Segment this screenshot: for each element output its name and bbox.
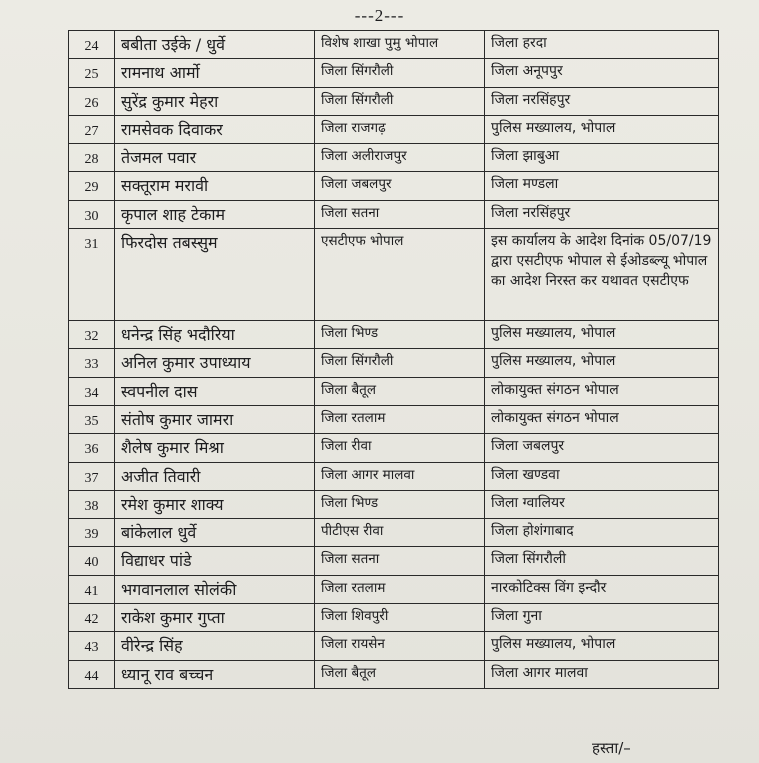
serial-number: 34 (69, 377, 115, 405)
table-row (69, 377, 719, 405)
table-row (69, 115, 719, 143)
table-row (69, 349, 719, 377)
posted-from: जिला राजगढ़ (315, 115, 485, 143)
officer-name: सक्तूराम मरावी (115, 172, 315, 200)
officer-name: रामसेवक दिवाकर (115, 115, 315, 143)
officer-name: कृपाल शाह टेकाम (115, 200, 315, 228)
posted-from: जिला रायसेन (315, 632, 485, 660)
posted-from: जिला बैतूल (315, 660, 485, 688)
table-row (69, 87, 719, 115)
serial-number: 37 (69, 462, 115, 490)
officer-name: फिरदोस तबस्सुम (115, 229, 315, 321)
table-row (69, 575, 719, 603)
officer-name: रामनाथ आर्मो (115, 59, 315, 87)
table-row (69, 200, 719, 228)
posted-from: एसटीएफ भोपाल (315, 229, 485, 321)
table-row (69, 59, 719, 87)
continued-note: हस्ता/– (592, 739, 631, 757)
table-row (69, 434, 719, 462)
posted-from: जिला सिंगरौली (315, 349, 485, 377)
officer-name: शैलेष कुमार मिश्रा (115, 434, 315, 462)
posted-from: जिला रीवा (315, 434, 485, 462)
table-row (69, 490, 719, 518)
officer-name: वीरेन्द्र सिंह (115, 632, 315, 660)
posted-to: जिला अनूपपुर (485, 59, 719, 87)
table-row (69, 172, 719, 200)
officer-name: राकेश कुमार गुप्ता (115, 604, 315, 632)
serial-number: 32 (69, 321, 115, 349)
serial-number: 28 (69, 144, 115, 172)
posted-to: लोकायुक्त संगठन भोपाल (485, 405, 719, 433)
serial-number: 38 (69, 490, 115, 518)
posted-to: जिला होशंगाबाद (485, 519, 719, 547)
posted-to: जिला नरसिंहपुर (485, 200, 719, 228)
posted-to: जिला जबलपुर (485, 434, 719, 462)
posted-to: इस कार्यालय के आदेश दिनांक 05/07/19 द्वारा एसटीएफ भोपाल से ईओडब्ल्यू भोपाल का आदेश निरस्त कर यथावत एसटीएफ (485, 229, 719, 321)
posted-from: जिला सिंगरौली (315, 87, 485, 115)
posted-to: जिला मण्डला (485, 172, 719, 200)
table-row (69, 31, 719, 59)
posted-to: जिला आगर मालवा (485, 660, 719, 688)
posted-from: जिला शिवपुरी (315, 604, 485, 632)
officer-name: संतोष कुमार जामरा (115, 405, 315, 433)
serial-number: 41 (69, 575, 115, 603)
officer-name: बबीता उईके / धुर्वे (115, 31, 315, 59)
transfer-table-body (69, 31, 719, 689)
posted-to: लोकायुक्त संगठन भोपाल (485, 377, 719, 405)
posted-to: पुलिस मख्यालय, भोपाल (485, 632, 719, 660)
table-row (69, 229, 719, 321)
officer-name: विद्याधर पांडे (115, 547, 315, 575)
page-number: ---2--- (354, 6, 405, 25)
serial-number: 36 (69, 434, 115, 462)
table-row (69, 660, 719, 688)
table-row (69, 547, 719, 575)
table-row (69, 144, 719, 172)
posted-from: पीटीएस रीवा (315, 519, 485, 547)
posted-to: जिला नरसिंहपुर (485, 87, 719, 115)
serial-number: 43 (69, 632, 115, 660)
serial-number: 25 (69, 59, 115, 87)
posted-from: विशेष शाखा पुमु भोपाल (315, 31, 485, 59)
table-row (69, 604, 719, 632)
officer-name: तेजमल पवार (115, 144, 315, 172)
table-row (69, 321, 719, 349)
officer-name: अजीत तिवारी (115, 462, 315, 490)
table-row (69, 462, 719, 490)
serial-number: 35 (69, 405, 115, 433)
posted-from: जिला सिंगरौली (315, 59, 485, 87)
officer-name: ध्यानू राव बच्चन (115, 660, 315, 688)
posted-to: जिला झाबुआ (485, 144, 719, 172)
posted-from: जिला जबलपुर (315, 172, 485, 200)
officer-name: धनेन्द्र सिंह भदौरिया (115, 321, 315, 349)
posted-to: पुलिस मख्यालय, भोपाल (485, 115, 719, 143)
posted-to: पुलिस मख्यालय, भोपाल (485, 349, 719, 377)
posted-to: जिला सिंगरौली (485, 547, 719, 575)
posted-to: नारकोटिक्स विंग इन्दौर (485, 575, 719, 603)
posted-from: जिला आगर मालवा (315, 462, 485, 490)
transfer-table (68, 30, 719, 689)
officer-name: रमेश कुमार शाक्य (115, 490, 315, 518)
posted-from: जिला भिण्ड (315, 490, 485, 518)
posted-to: जिला ग्वालियर (485, 490, 719, 518)
serial-number: 40 (69, 547, 115, 575)
serial-number: 27 (69, 115, 115, 143)
posted-from: जिला रतलाम (315, 575, 485, 603)
serial-number: 44 (69, 660, 115, 688)
posted-from: जिला सतना (315, 547, 485, 575)
serial-number: 33 (69, 349, 115, 377)
table-row (69, 405, 719, 433)
posted-from: जिला रतलाम (315, 405, 485, 433)
officer-name: स्वपनील दास (115, 377, 315, 405)
serial-number: 30 (69, 200, 115, 228)
posted-from: जिला भिण्ड (315, 321, 485, 349)
table-row (69, 519, 719, 547)
serial-number: 31 (69, 229, 115, 321)
posted-to: जिला हरदा (485, 31, 719, 59)
serial-number: 42 (69, 604, 115, 632)
serial-number: 29 (69, 172, 115, 200)
serial-number: 39 (69, 519, 115, 547)
officer-name: बांकेलाल धुर्वे (115, 519, 315, 547)
posted-from: जिला सतना (315, 200, 485, 228)
posted-to: जिला खण्डवा (485, 462, 719, 490)
posted-to: पुलिस मख्यालय, भोपाल (485, 321, 719, 349)
officer-name: भगवानलाल सोलंकी (115, 575, 315, 603)
posted-from: जिला बैतूल (315, 377, 485, 405)
table-row (69, 632, 719, 660)
posted-from: जिला अलीराजपुर (315, 144, 485, 172)
officer-name: अनिल कुमार उपाध्याय (115, 349, 315, 377)
serial-number: 24 (69, 31, 115, 59)
officer-name: सुरेंद्र कुमार मेहरा (115, 87, 315, 115)
serial-number: 26 (69, 87, 115, 115)
posted-to: जिला गुना (485, 604, 719, 632)
